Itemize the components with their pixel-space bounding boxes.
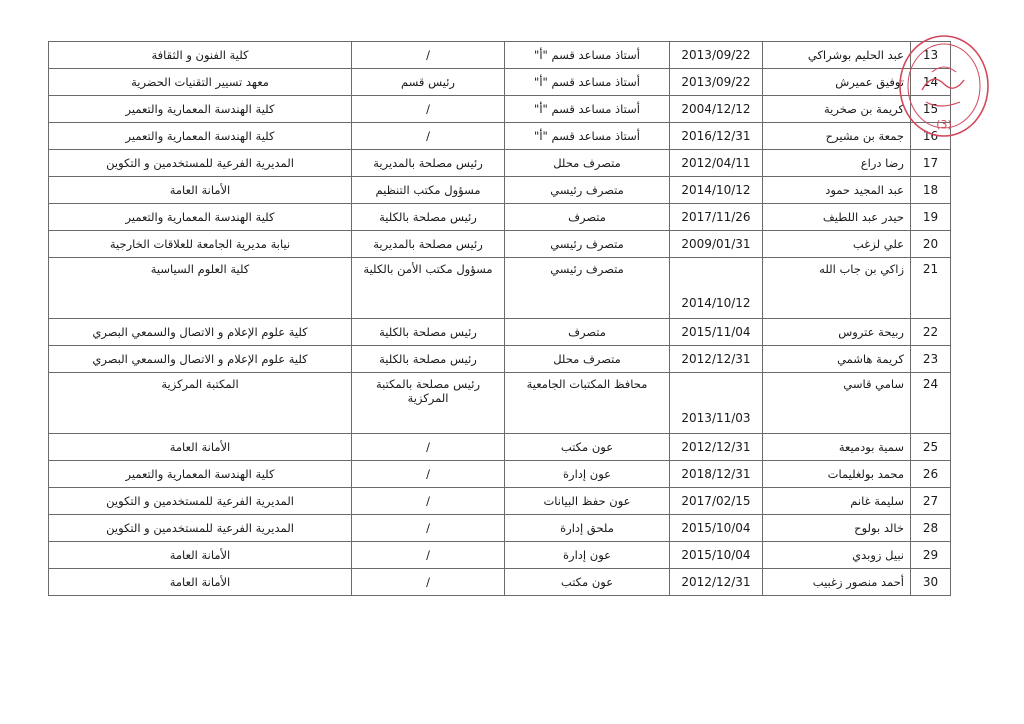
staff-table (48, 41, 951, 596)
employee-name-cell: توفيق عميرش (763, 69, 911, 96)
position-held-cell: / (352, 488, 505, 515)
position-held-cell: / (352, 569, 505, 596)
row-number-cell: 15 (911, 96, 951, 123)
employee-name-cell: سمية بودميعة (763, 434, 911, 461)
department-cell: الأمانة العامة (49, 542, 352, 569)
position-held-cell: / (352, 461, 505, 488)
appointment-date-cell: 2014/10/12 (670, 177, 763, 204)
department-cell: المكتبة المركزية (49, 373, 352, 434)
row-number-cell: 23 (911, 346, 951, 373)
table-row (49, 569, 951, 596)
job-grade-cell: عون إدارة (505, 461, 670, 488)
job-grade-cell: محافظ المكتبات الجامعية (505, 373, 670, 434)
employee-name-cell: علي لزغب (763, 231, 911, 258)
department-cell: كلية العلوم السياسية (49, 258, 352, 319)
table-row (49, 150, 951, 177)
job-grade-cell: ملحق إدارة (505, 515, 670, 542)
table-row (49, 346, 951, 373)
job-grade-cell: أستاذ مساعد قسم "أ" (505, 123, 670, 150)
department-cell: كلية الهندسة المعمارية والتعمير (49, 96, 352, 123)
appointment-date-cell: 2017/02/15 (670, 488, 763, 515)
row-number-cell: 28 (911, 515, 951, 542)
employee-name-cell: عبد المجيد حمود (763, 177, 911, 204)
department-cell: الأمانة العامة (49, 569, 352, 596)
appointment-date-cell: 2012/12/31 (670, 434, 763, 461)
job-grade-cell: أستاذ مساعد قسم "أ" (505, 42, 670, 69)
employee-name-cell: حيدر عبد اللطيف (763, 204, 911, 231)
department-cell: المديرية الفرعية للمستخدمين و التكوين (49, 488, 352, 515)
job-grade-cell: عون إدارة (505, 542, 670, 569)
position-held-cell: / (352, 515, 505, 542)
appointment-date-cell: 2013/09/22 (670, 69, 763, 96)
position-held-cell: رئيس مصلحة بالكلية (352, 346, 505, 373)
table-row (49, 96, 951, 123)
job-grade-cell: متصرف محلل (505, 346, 670, 373)
appointment-date-cell: 2013/11/03 (670, 373, 763, 434)
position-held-cell: / (352, 42, 505, 69)
appointment-date-cell: 2017/11/26 (670, 204, 763, 231)
table-row (49, 204, 951, 231)
row-number-cell: 27 (911, 488, 951, 515)
position-held-cell: / (352, 542, 505, 569)
row-number-cell: 14 (911, 69, 951, 96)
job-grade-cell: متصرف رئيسي (505, 258, 670, 319)
department-cell: المديرية الفرعية للمستخدمين و التكوين (49, 515, 352, 542)
employee-name-cell: كريمة هاشمي (763, 346, 911, 373)
job-grade-cell: متصرف (505, 204, 670, 231)
department-cell: المديرية الفرعية للمستخدمين و التكوين (49, 150, 352, 177)
row-number-cell: 30 (911, 569, 951, 596)
department-cell: كلية علوم الإعلام و الاتصال والسمعي البصري (49, 346, 352, 373)
job-grade-cell: متصرف رئيسي (505, 177, 670, 204)
row-number-cell: 24 (911, 373, 951, 434)
job-grade-cell: عون مكتب (505, 434, 670, 461)
table-row (49, 177, 951, 204)
position-held-cell: / (352, 123, 505, 150)
row-number-cell: 25 (911, 434, 951, 461)
appointment-date-cell: 2014/10/12 (670, 258, 763, 319)
appointment-date-cell: 2016/12/31 (670, 123, 763, 150)
table-row (49, 42, 951, 69)
table-row (49, 123, 951, 150)
position-held-cell: / (352, 96, 505, 123)
employee-name-cell: كريمة بن صخرية (763, 96, 911, 123)
appointment-date-cell: 2009/01/31 (670, 231, 763, 258)
table-row (49, 488, 951, 515)
appointment-date-cell: 2012/04/11 (670, 150, 763, 177)
row-number-cell: 20 (911, 231, 951, 258)
appointment-date-cell: 2012/12/31 (670, 569, 763, 596)
employee-name-cell: نبيل زوبدي (763, 542, 911, 569)
table-row (49, 515, 951, 542)
table-row (49, 231, 951, 258)
appointment-date-cell: 2015/10/04 (670, 515, 763, 542)
appointment-date-cell: 2004/12/12 (670, 96, 763, 123)
table-row (49, 69, 951, 96)
row-number-cell: 29 (911, 542, 951, 569)
job-grade-cell: عون حفظ البيانات (505, 488, 670, 515)
row-number-cell: 22 (911, 319, 951, 346)
appointment-date-cell: 2018/12/31 (670, 461, 763, 488)
row-number-cell: 13 (911, 42, 951, 69)
appointment-date-cell: 2012/12/31 (670, 346, 763, 373)
position-held-cell: رئيس مصلحة بالكلية (352, 319, 505, 346)
row-number-cell: 16 (911, 123, 951, 150)
position-held-cell: مسؤول مكتب الأمن بالكلية (352, 258, 505, 319)
employee-name-cell: جمعة بن مشيرح (763, 123, 911, 150)
department-cell: الأمانة العامة (49, 177, 352, 204)
row-number-cell: 26 (911, 461, 951, 488)
department-cell: الأمانة العامة (49, 434, 352, 461)
appointment-date-cell: 2015/11/04 (670, 319, 763, 346)
row-number-cell: 19 (911, 204, 951, 231)
employee-name-cell: أحمد منصور زغبيب (763, 569, 911, 596)
position-held-cell: رئيس مصلحة بالمديرية (352, 150, 505, 177)
department-cell: معهد تسيير التقنيات الحضرية (49, 69, 352, 96)
employee-name-cell: عبد الحليم بوشراكي (763, 42, 911, 69)
department-cell: كلية الهندسة المعمارية والتعمير (49, 461, 352, 488)
department-cell: نيابة مديرية الجامعة للعلاقات الخارجية (49, 231, 352, 258)
department-cell: كلية علوم الإعلام و الاتصال والسمعي البصري (49, 319, 352, 346)
appointment-date-cell: 2013/09/22 (670, 42, 763, 69)
employee-name-cell: سامي قاسي (763, 373, 911, 434)
department-cell: كلية الفنون و الثقافة (49, 42, 352, 69)
position-held-cell: رئيس قسم (352, 69, 505, 96)
position-held-cell: / (352, 434, 505, 461)
stamp-number: (3) (936, 118, 952, 131)
position-held-cell: رئيس مصلحة بالمديرية (352, 231, 505, 258)
employee-name-cell: رضا دراع (763, 150, 911, 177)
staff-table-body (49, 42, 951, 596)
table-row (49, 542, 951, 569)
department-cell: كلية الهندسة المعمارية والتعمير (49, 204, 352, 231)
position-held-cell: رئيس مصلحة بالكلية (352, 204, 505, 231)
job-grade-cell: متصرف محلل (505, 150, 670, 177)
job-grade-cell: متصرف (505, 319, 670, 346)
position-held-cell: مسؤول مكتب التنظيم (352, 177, 505, 204)
row-number-cell: 18 (911, 177, 951, 204)
employee-name-cell: زاكي بن جاب الله (763, 258, 911, 319)
job-grade-cell: أستاذ مساعد قسم "أ" (505, 96, 670, 123)
table-row (49, 461, 951, 488)
table-row (49, 319, 951, 346)
table-row (49, 434, 951, 461)
row-number-cell: 17 (911, 150, 951, 177)
position-held-cell: رئيس مصلحة بالمكتبة المركزية (352, 373, 505, 434)
job-grade-cell: أستاذ مساعد قسم "أ" (505, 69, 670, 96)
employee-name-cell: ربيحة عتروس (763, 319, 911, 346)
department-cell: كلية الهندسة المعمارية والتعمير (49, 123, 352, 150)
table-row (49, 258, 951, 319)
appointment-date-cell: 2015/10/04 (670, 542, 763, 569)
employee-name-cell: محمد بولغليمات (763, 461, 911, 488)
row-number-cell: 21 (911, 258, 951, 319)
employee-name-cell: سليمة غانم (763, 488, 911, 515)
employee-name-cell: خالد بولوح (763, 515, 911, 542)
job-grade-cell: متصرف رئيسي (505, 231, 670, 258)
job-grade-cell: عون مكتب (505, 569, 670, 596)
table-row (49, 373, 951, 434)
